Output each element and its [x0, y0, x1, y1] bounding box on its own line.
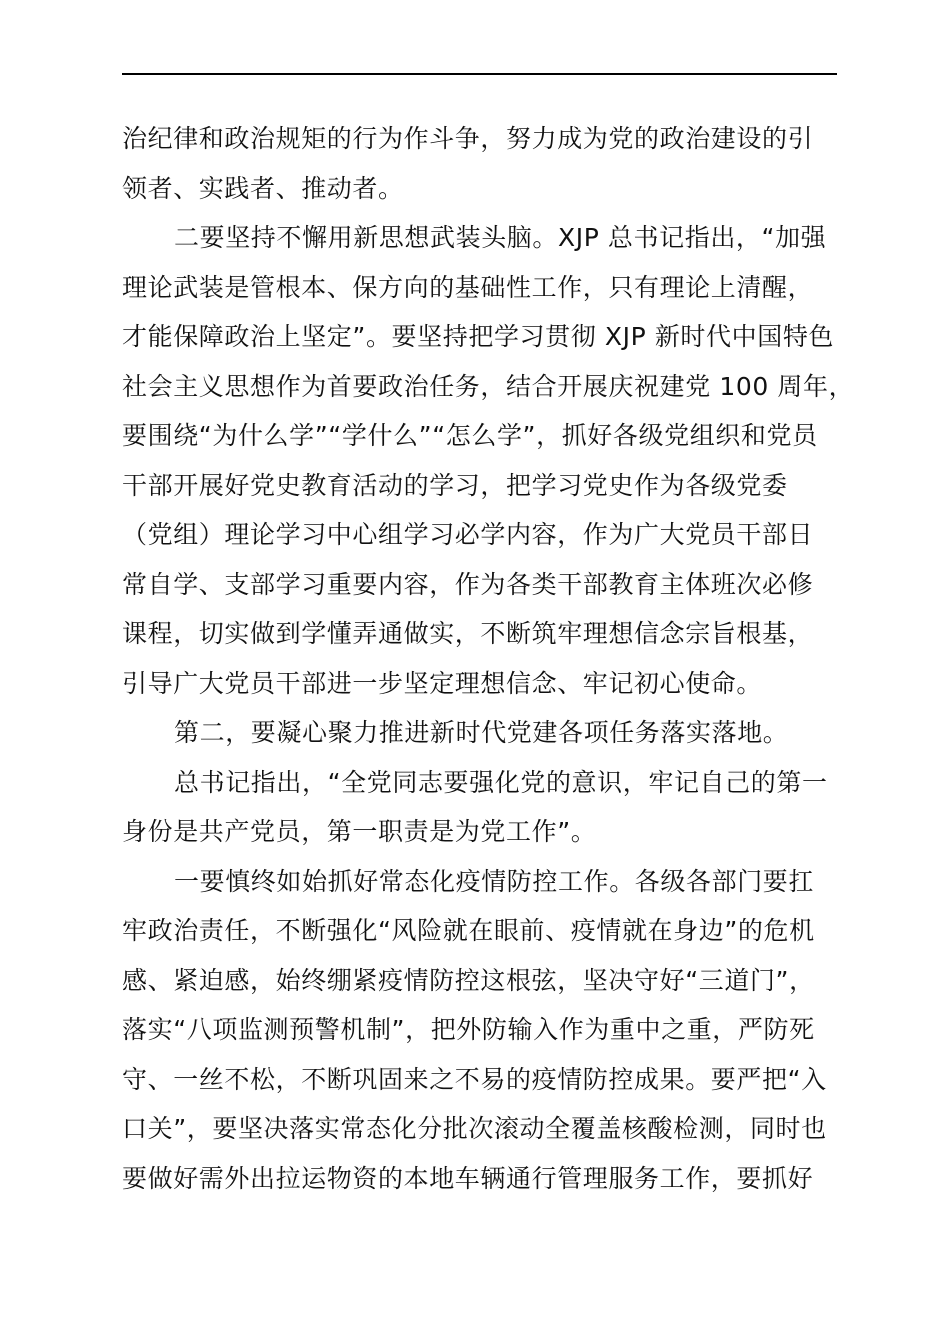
header-rule: [122, 73, 837, 75]
text-line: 理论武装是管根本、保方向的基础性工作，只有理论上清醒，: [122, 272, 814, 302]
text-line: 要做好需外出拉运物资的本地车辆通行管理服务工作，要抓好: [122, 1163, 814, 1193]
text-line: 口关”，要坚决落实常态化分批次滚动全覆盖核酸检测，同时也: [122, 1114, 827, 1143]
text-line: 课程，切实做到学懂弄通做实，不断筑牢理想信念宗旨根基，: [122, 619, 814, 648]
paragraph-start-line: 二要坚持不懈用新思想武装头脑。XJP 总书记指出，“加强: [174, 223, 827, 252]
text-line: 引导广大党员干部进一步坚定理想信念、牢记初心使命。: [122, 668, 763, 698]
body-text: [122, 114, 855, 1203]
text-line: 社会主义思想作为首要政治任务，结合开展庆祝建党 100 周年，: [122, 371, 855, 401]
paragraph-start-line: 总书记指出，“全党同志要强化党的意识，牢记自己的第一: [174, 767, 828, 797]
text-line: 落实“八项监测预警机制”，把外防输入作为重中之重，严防死: [122, 1015, 815, 1044]
text-line: 常自学、支部学习重要内容，作为各类干部教育主体班次必修: [122, 569, 814, 599]
text-line: （党组）理论学习中心组学习必学内容，作为广大党员干部日: [122, 520, 814, 549]
text-line: 牢政治责任，不断强化“风险就在眼前、疫情就在身边”的危机: [122, 916, 815, 945]
text-line: 守、一丝不松，不断巩固来之不易的疫情防控成果。要严把“入: [122, 1064, 827, 1094]
text-line: 要围绕“为什么学”“学什么”“怎么学”，抓好各级党组织和党员: [122, 421, 818, 450]
text-line: 身份是共产党员，第一职责是为党工作”。: [122, 817, 597, 846]
text-line: 领者、实践者、推动者。: [122, 173, 404, 203]
text-line: 干部开展好党史教育活动的学习，把学习党史作为各级党委: [122, 470, 788, 500]
text-line: 才能保障政治上坚定”。要坚持把学习贯彻 XJP 新时代中国特色: [122, 322, 835, 351]
paragraph-start-line: 一要慎终如始抓好常态化疫情防控工作。各级各部门要扛: [174, 866, 815, 896]
text-line: 治纪律和政治规矩的行为作斗争，努力成为党的政治建设的引: [122, 124, 814, 153]
text-line: 感、紧迫感，始终绷紧疫情防控这根弦，坚决守好“三道门”，: [122, 965, 815, 995]
section-heading-line: 第二，要凝心聚力推进新时代党建各项任务落实落地。: [174, 718, 789, 747]
